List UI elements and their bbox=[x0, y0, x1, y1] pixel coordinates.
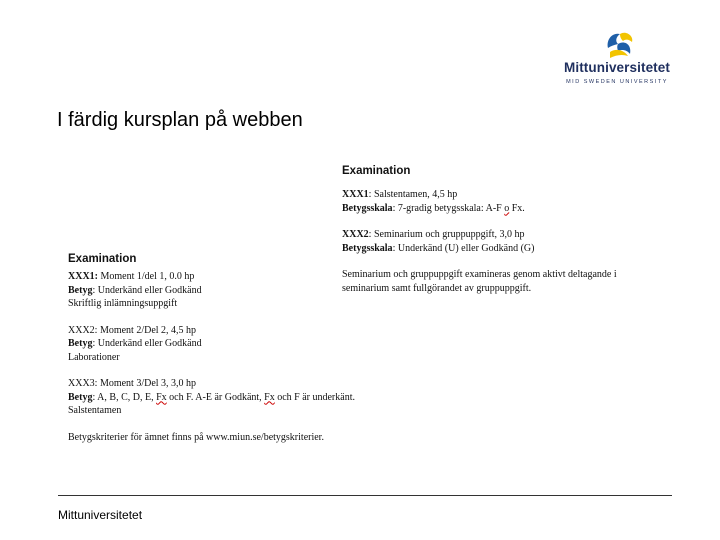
moment1-code: XXX1: bbox=[68, 271, 98, 282]
item1-scale-o: o bbox=[504, 202, 510, 214]
moment3-fx-1: Fx bbox=[156, 391, 167, 403]
moment3-grade-text-2: och F. A-E är Godkänt, bbox=[166, 391, 265, 403]
moment2-note: Laborationer bbox=[68, 351, 120, 363]
spacer bbox=[68, 418, 398, 431]
examination-note-line2: seminarium samt fullgörandet av gruppuppgift. bbox=[342, 282, 532, 294]
examination-heading: Examination bbox=[68, 253, 137, 265]
item2-scale-text: : Underkänd (U) eller Godkänd (G) bbox=[392, 242, 535, 254]
moment3-grade bbox=[68, 391, 398, 405]
item1-scale-label: Betygsskala bbox=[342, 202, 393, 214]
moment3-grade-text-1: : A, B, C, D, E, bbox=[92, 391, 157, 403]
university-logo-name: Mittuniversitetet bbox=[564, 60, 670, 75]
moment3-note: Salstentamen bbox=[68, 405, 122, 416]
footer-text: Mittuniversitetet bbox=[58, 508, 143, 522]
moment2-grade-label: Betyg bbox=[68, 338, 93, 349]
spacer bbox=[342, 255, 682, 268]
moment1-grade-label: Betyg bbox=[68, 284, 93, 296]
moment1-note: Skriftlig inlämningsuppgift bbox=[68, 298, 178, 309]
moment1-grade-text: : Underkänd eller Godkänd bbox=[92, 284, 202, 296]
item1-scale-text-2: Fx. bbox=[509, 202, 525, 214]
moment2-title: XXX2: Moment 2/Del 2, 4,5 hp bbox=[68, 324, 197, 336]
item1-code: XXX1 bbox=[342, 189, 369, 200]
spacer bbox=[342, 215, 682, 228]
item2-title bbox=[342, 228, 682, 242]
moment3-fx-2: Fx bbox=[264, 391, 275, 403]
moment1-desc: Moment 1/del 1, 0.0 hp bbox=[98, 271, 195, 282]
syllabus-excerpt-right bbox=[342, 164, 682, 295]
slide-title: I färdig kursplan på webben bbox=[57, 109, 303, 131]
moment2-grade-text: : Underkänd eller Godkänd bbox=[92, 338, 202, 349]
item2-scale bbox=[342, 242, 682, 256]
item2-code: XXX2 bbox=[342, 229, 369, 240]
item1-scale bbox=[342, 202, 682, 216]
spacer bbox=[68, 311, 398, 324]
item2-scale-label: Betygsskala bbox=[342, 242, 393, 254]
item2-desc: : Seminarium och gruppuppgift, 3,0 hp bbox=[368, 229, 525, 240]
university-logo bbox=[552, 28, 682, 90]
moment3-title: XXX3: Moment 3/Del 3, 3,0 hp bbox=[68, 378, 197, 389]
item1-scale-text-1: : 7-gradig betygsskala: A-F bbox=[392, 202, 505, 214]
university-logo-icon bbox=[602, 28, 638, 60]
university-logo-subtitle: MID SWEDEN UNIVERSITY bbox=[566, 79, 668, 85]
moment3-grade-label: Betyg bbox=[68, 391, 93, 403]
examination-note-line1: Seminarium och gruppuppgift examineras genom aktivt deltagande i bbox=[342, 269, 617, 280]
moment3-grade-text-3: och F är underkänt. bbox=[274, 391, 355, 403]
footer-divider bbox=[58, 495, 672, 496]
item1-desc: : Salstentamen, 4,5 hp bbox=[368, 189, 458, 200]
item1-title bbox=[342, 188, 682, 202]
moment2-grade bbox=[68, 337, 398, 351]
grading-criteria-text: Betygskriterier för ämnet finns på www.miun.se/betygskriterier. bbox=[68, 431, 324, 443]
examination-heading: Examination bbox=[342, 165, 411, 177]
spacer bbox=[68, 364, 398, 377]
